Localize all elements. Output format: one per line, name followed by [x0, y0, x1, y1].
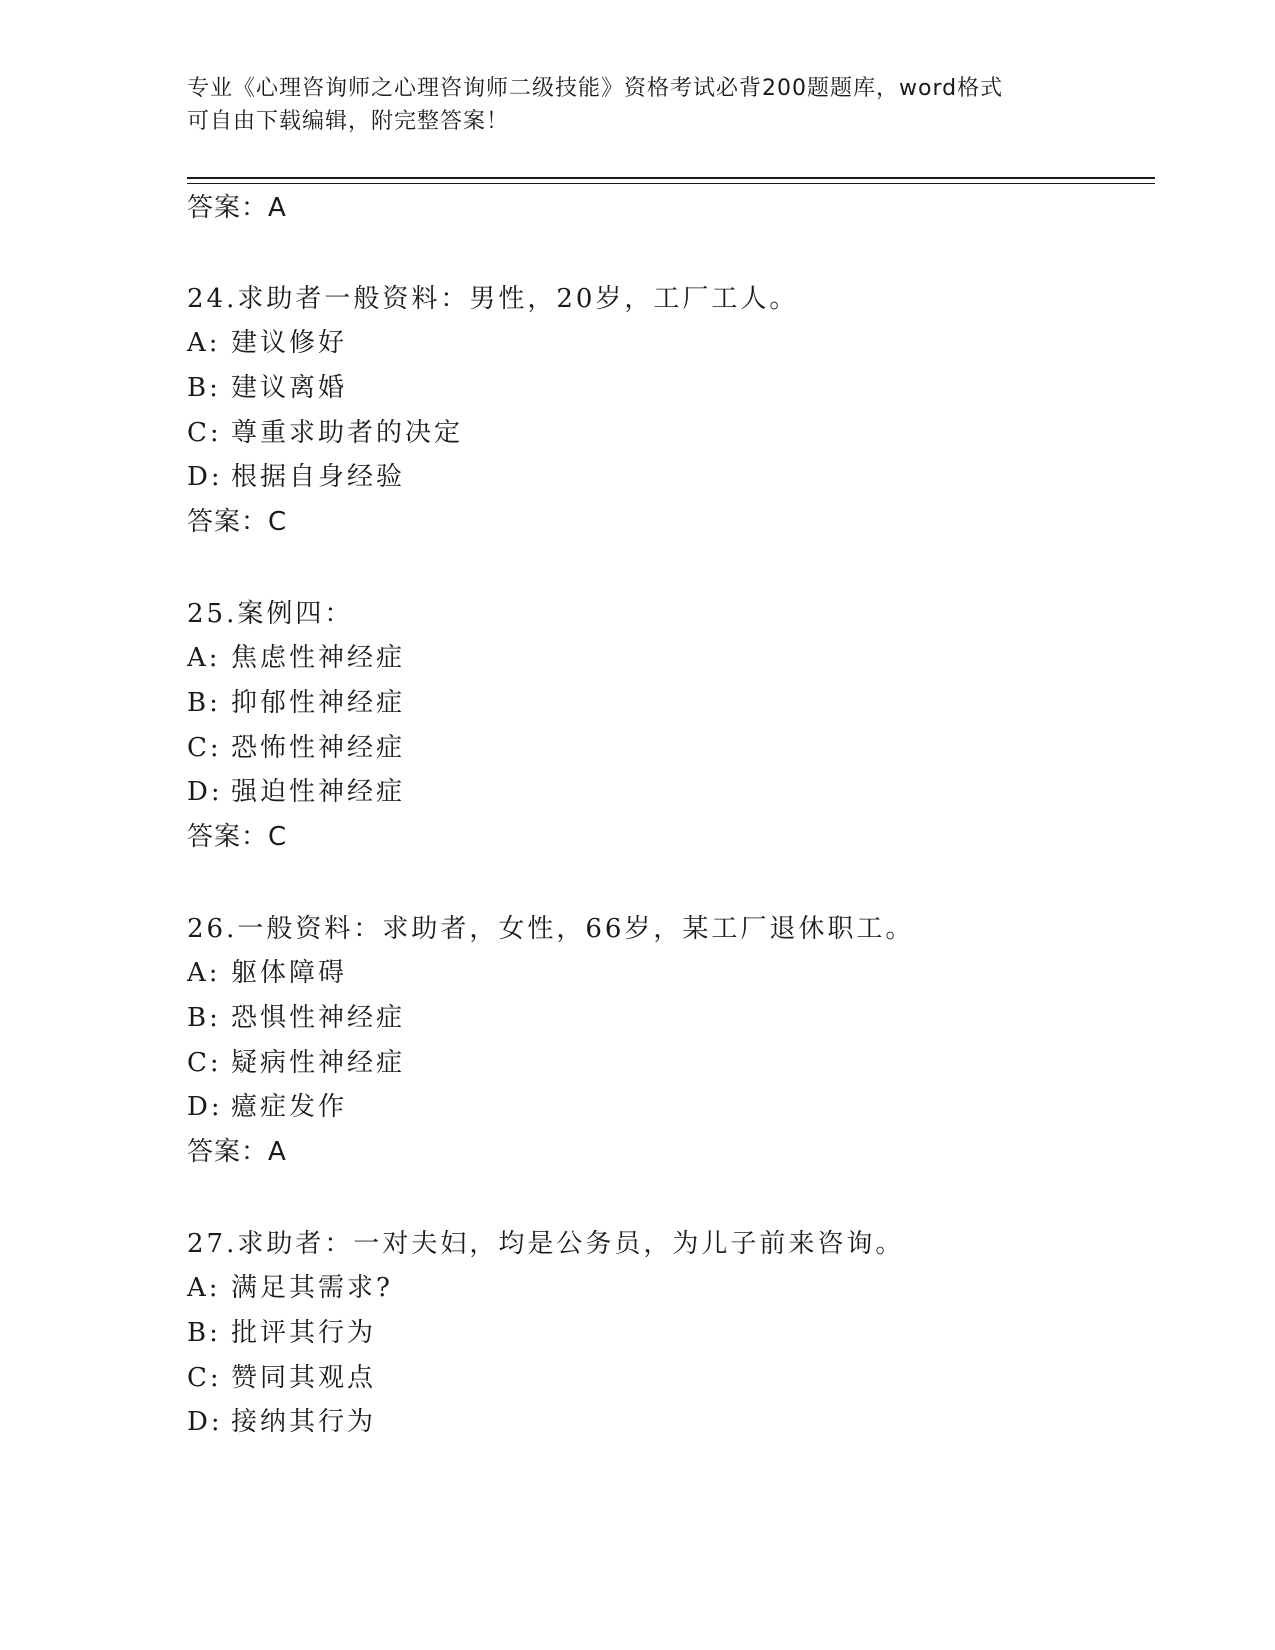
option-letter: A:: [187, 1273, 221, 1303]
header-divider-thin: [187, 183, 1155, 184]
option-b: [187, 1001, 405, 1035]
option-text: 恐怖性神经症: [231, 733, 406, 763]
option-text: 建议修好: [231, 328, 348, 358]
option-text: 疑病性神经症: [231, 1048, 406, 1078]
option-c: [187, 1361, 376, 1395]
option-b: [187, 686, 405, 720]
option-letter: C:: [187, 733, 222, 763]
option-d: [187, 460, 405, 494]
option-b: [187, 1316, 376, 1350]
option-a: [187, 326, 347, 360]
option-a: [187, 1271, 393, 1305]
option-text: 批评其行为: [231, 1318, 377, 1348]
option-letter: C:: [187, 1048, 222, 1078]
option-letter: A:: [187, 958, 221, 988]
option-letter: C:: [187, 1363, 222, 1393]
option-letter: A:: [187, 643, 221, 673]
option-text: 建议离婚: [231, 373, 348, 403]
option-letter: B:: [187, 1003, 221, 1033]
option-letter: B:: [187, 1318, 221, 1348]
header-divider-thick: [187, 177, 1155, 179]
option-letter: A:: [187, 328, 221, 358]
option-text: 癔症发作: [231, 1092, 348, 1122]
option-text: 尊重求助者的决定: [231, 418, 464, 448]
option-text: 恐惧性神经症: [231, 1003, 406, 1033]
answer-line: 答案：C: [187, 507, 288, 537]
option-letter: B:: [187, 373, 221, 403]
option-letter: D:: [187, 777, 223, 807]
option-c: [187, 731, 405, 765]
answer-line: 答案：A: [187, 1137, 287, 1167]
option-d: [187, 1405, 376, 1439]
option-a: [187, 956, 347, 990]
option-letter: D:: [187, 1092, 223, 1122]
question-stem: 26.一般资料：求助者，女性，66岁，某工厂退休职工。: [187, 914, 915, 944]
option-letter: B:: [187, 688, 221, 718]
option-a: [187, 641, 405, 675]
option-text: 满足其需求?: [231, 1273, 393, 1303]
option-letter: C:: [187, 418, 222, 448]
header-line-1: 专业《心理咨询师之心理咨询师二级技能》资格考试必背200题题库，word格式: [187, 76, 1004, 101]
header-line-2: 可自由下载编辑，附完整答案！: [187, 109, 510, 134]
option-text: 接纳其行为: [231, 1407, 377, 1437]
option-text: 强迫性神经症: [231, 777, 406, 807]
option-letter: D:: [187, 462, 223, 492]
option-d: [187, 775, 405, 809]
option-text: 抑郁性神经症: [231, 688, 406, 718]
document-header: [187, 72, 1067, 138]
question-stem: 25.案例四：: [187, 599, 354, 629]
option-c: [187, 416, 463, 450]
question-stem: 27.求助者：一对夫妇，均是公务员，为儿子前来咨询。: [187, 1229, 905, 1259]
option-text: 焦虑性神经症: [231, 643, 406, 673]
option-text: 根据自身经验: [231, 462, 406, 492]
option-b: [187, 371, 347, 405]
option-text: 躯体障碍: [231, 958, 348, 988]
answer-line: 答案：C: [187, 822, 288, 852]
option-d: [187, 1090, 347, 1124]
option-c: [187, 1046, 405, 1080]
option-letter: D:: [187, 1407, 223, 1437]
question-stem: 24.求助者一般资料：男性，20岁，工厂工人。: [187, 284, 799, 314]
previous-answer: 答案：A: [187, 193, 287, 223]
option-text: 赞同其观点: [231, 1363, 377, 1393]
